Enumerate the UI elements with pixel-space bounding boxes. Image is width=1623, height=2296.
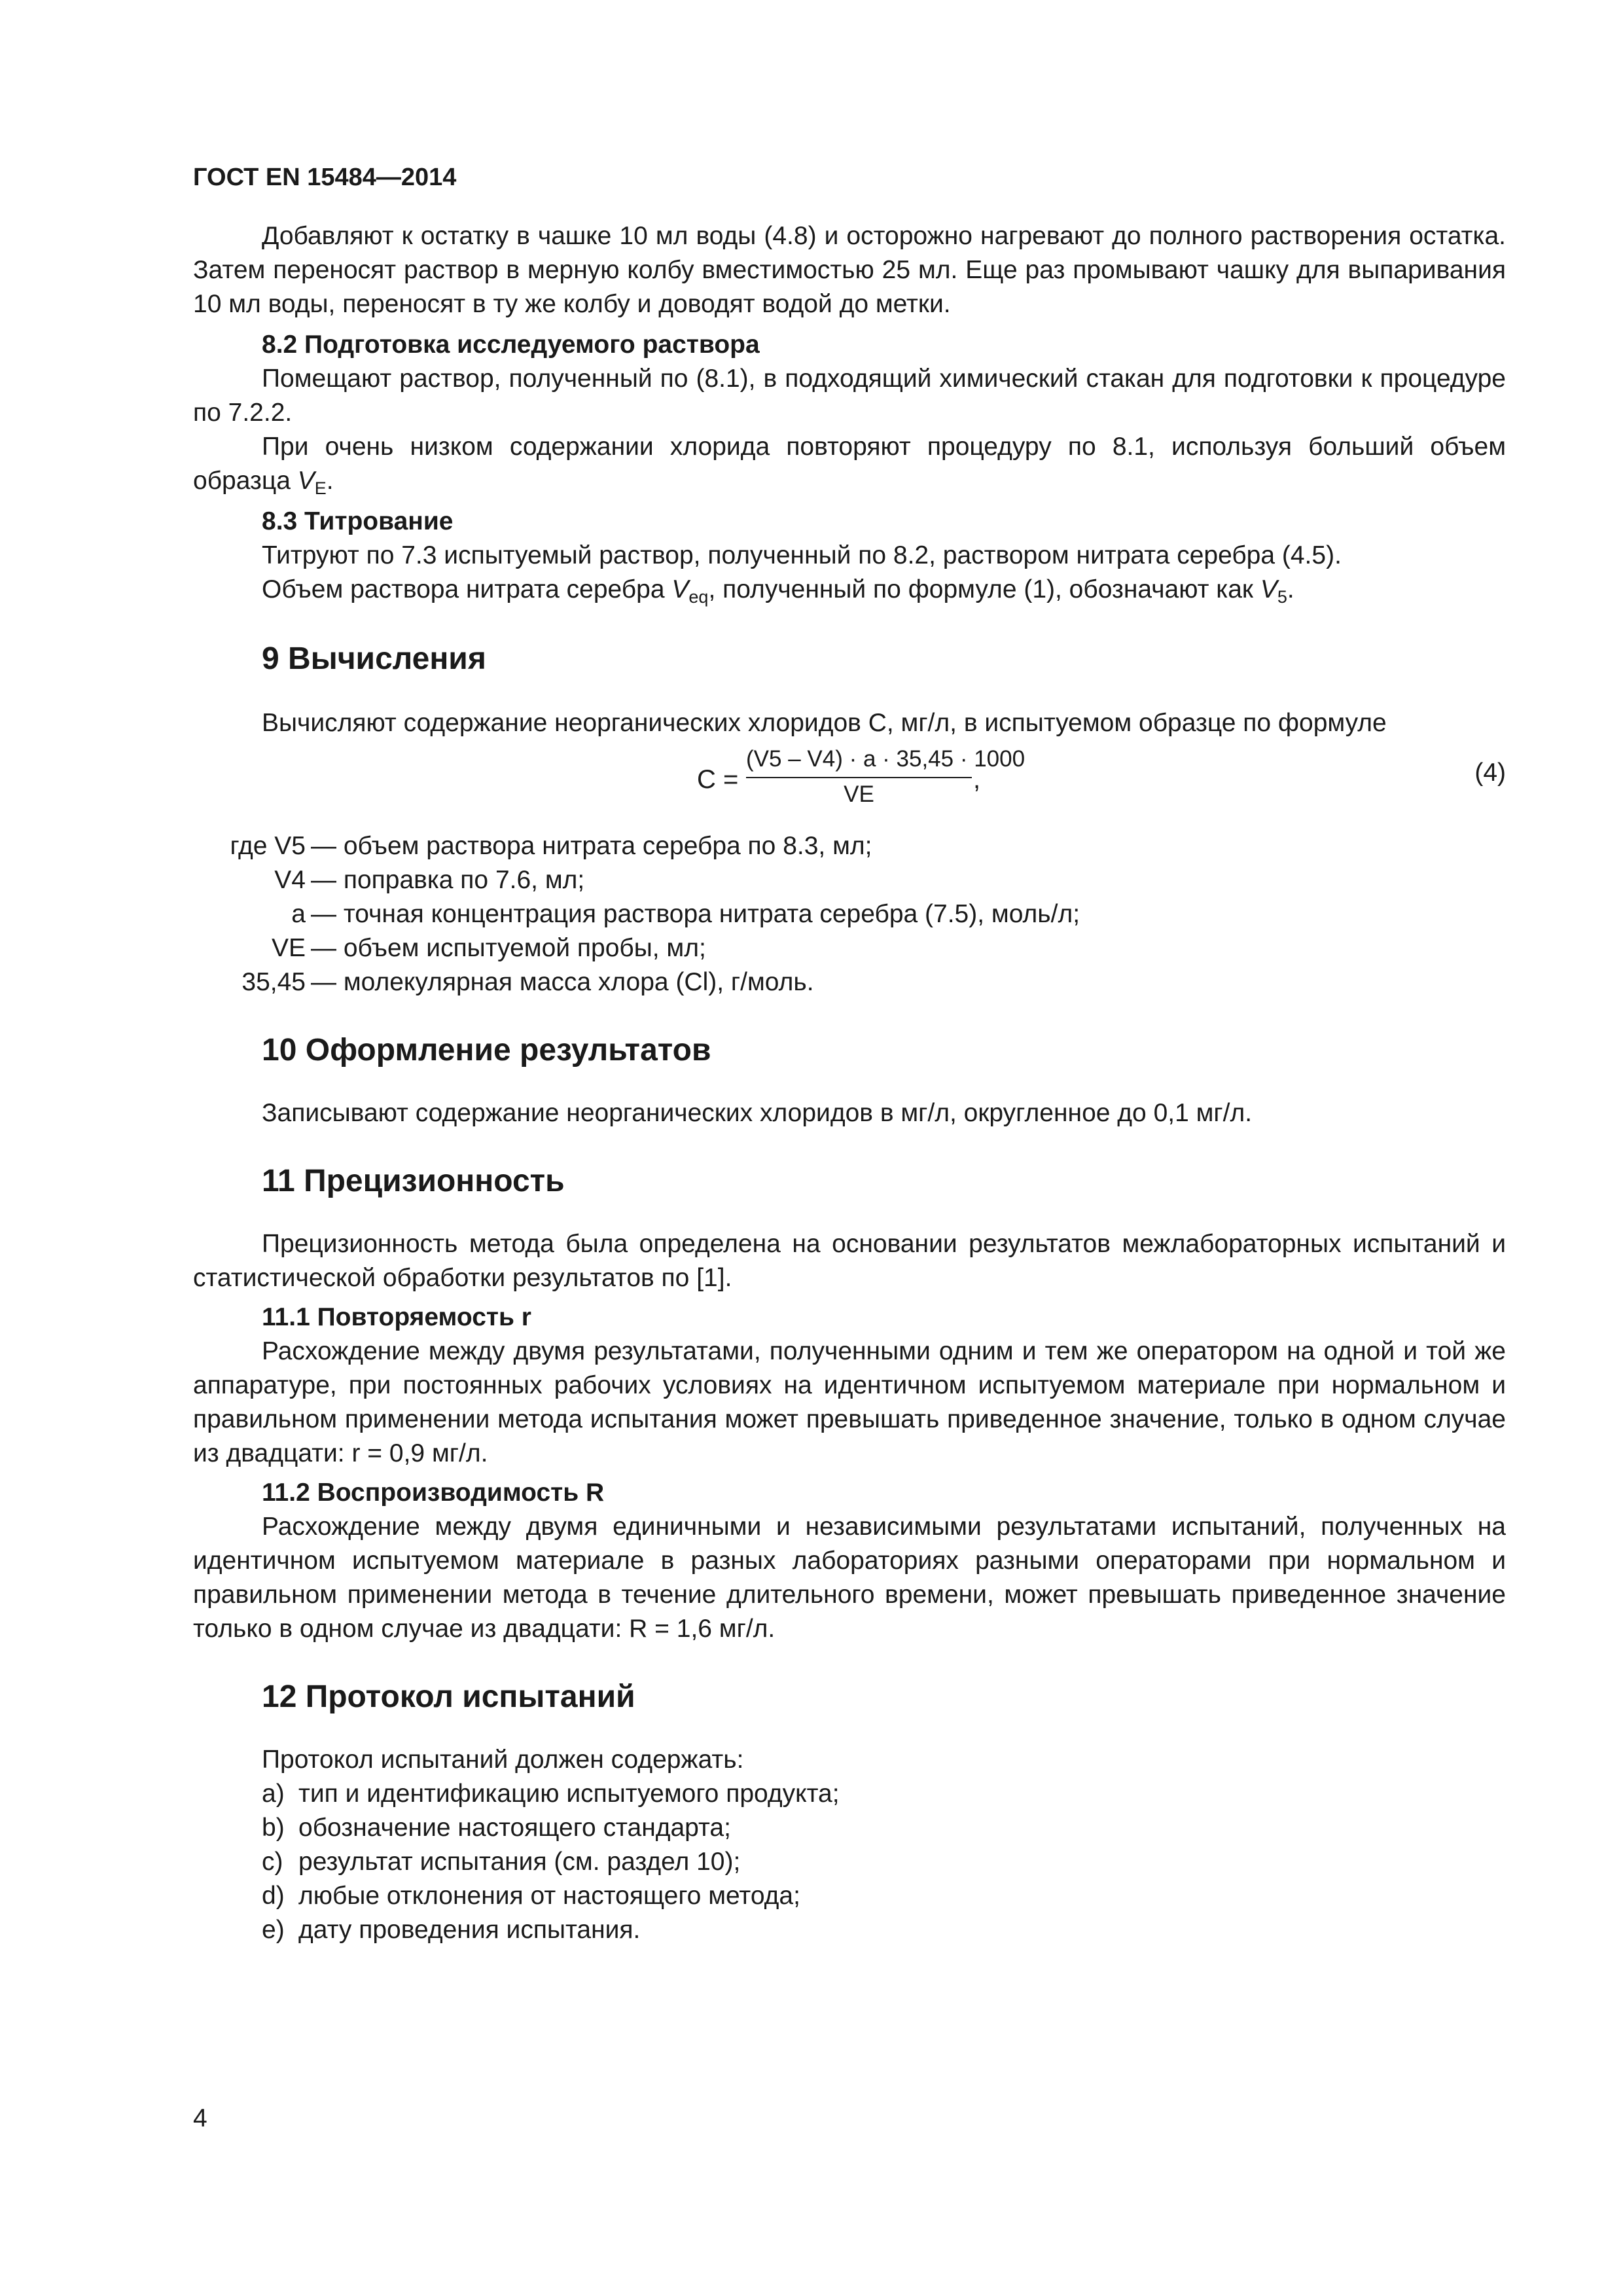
document-header: ГОСТ EN 15484—2014 <box>193 164 457 191</box>
definition-row <box>193 931 1506 965</box>
list-text: результат испытания (см. раздел 10); <box>298 1848 741 1876</box>
def-symbol: VE <box>271 934 306 962</box>
formula-fraction <box>746 743 1026 811</box>
def-symbol: a <box>291 900 306 928</box>
formula-denominator: VE <box>844 781 874 807</box>
def-text: — поправка по 7.6, мл; <box>311 866 585 894</box>
list-marker: c) <box>262 1848 283 1876</box>
page-content <box>193 219 1506 1947</box>
list-text: обозначение настоящего стандарта; <box>298 1814 731 1842</box>
list-text: дату проведения испытания. <box>298 1916 641 1944</box>
definition-row <box>193 829 1506 863</box>
formula-definitions <box>193 829 1506 999</box>
list-item <box>193 1913 1506 1947</box>
formula-4 <box>193 743 1506 824</box>
formula-lhs: C = <box>697 765 739 794</box>
para-end: . <box>326 467 334 495</box>
variable: V <box>297 467 315 495</box>
section-11-1-text: Расхождение между двумя результатами, полученными одним и тем же оператором на одной и той же аппаратуре, при постоянных рабочих условиях на идентичном испытуемом материале при нормальном и правильном применении метода испытания может превышать приведенное значение, только в одном случае из двадцати: r = 0,9 мг/л. <box>193 1337 1506 1467</box>
para-text: При очень низком содержании хлорида повторяют процедуру по 8.1, используя больший объем образца <box>193 433 1506 495</box>
subscript: E <box>314 478 327 498</box>
section-8-3-para-2 <box>193 573 1506 607</box>
subscript: eq <box>688 587 709 607</box>
def-symbol: 35,45 <box>241 968 306 996</box>
definition-row <box>193 897 1506 931</box>
list-marker: b) <box>262 1814 285 1842</box>
def-symbol: где V5 <box>230 832 306 860</box>
variable: V <box>671 575 689 603</box>
def-text: — объем раствора нитрата серебра по 8.3, мл; <box>311 832 872 860</box>
variable: V <box>1260 575 1277 603</box>
list-item <box>193 1879 1506 1913</box>
list-item <box>193 1811 1506 1845</box>
para-text: Объем раствора нитрата серебра <box>262 575 665 603</box>
section-11-title: 11 Прецизионность <box>262 1164 565 1198</box>
list-text: любые отклонения от настоящего метода; <box>298 1882 800 1910</box>
section-12-intro: Протокол испытаний должен содержать: <box>262 1746 744 1774</box>
formula-number: (4) <box>1474 759 1506 787</box>
section-11-para-1: Прецизионность метода была определена на основании результатов межлабораторных испытаний и статистической обработки результатов по [1]. <box>193 1230 1506 1292</box>
list-marker: e) <box>262 1916 285 1944</box>
para-end: . <box>1287 575 1294 603</box>
section-9-title: 9 Вычисления <box>262 641 486 676</box>
section-9-para-1: Вычисляют содержание неорганических хлоридов C, мг/л, в испытуемом образце по формуле <box>262 709 1387 737</box>
list-text: тип и идентификацию испытуемого продукта; <box>298 1780 840 1808</box>
intro-paragraph: Добавляют к остатку в чашке 10 мл воды (4.8) и осторожно нагревают до полного растворения остатка. Затем переносят раствор в мерную колбу вместимостью 25 мл. Еще раз промывают чашку для выпаривания 10 мл воды, переносят в ту же колбу и доводят водой до метки. <box>193 222 1506 318</box>
para-text: , полученный по формуле (1), обозначают как <box>708 575 1253 603</box>
definition-row <box>193 965 1506 999</box>
def-text: — объем испытуемой пробы, мл; <box>311 934 706 962</box>
def-text: — точная концентрация раствора нитрата серебра (7.5), моль/л; <box>311 900 1080 928</box>
section-8-2-title: 8.2 Подготовка исследуемого раствора <box>262 331 760 359</box>
section-8-3-title: 8.3 Титрование <box>262 507 454 535</box>
list-item <box>193 1845 1506 1879</box>
section-11-2-text: Расхождение между двумя единичными и независимыми результатами испытаний, полученных на идентичном испытуемом материале в разных лабораториях разными операторами при нормальном и правильном применении метода в течение длительного времени, может превышать приведенное значение только в одном случае из двадцати: R = 1,6 мг/л. <box>193 1513 1506 1643</box>
section-8-2-para-2 <box>193 430 1506 498</box>
section-8-2-para-1: Помещают раствор, полученный по (8.1), в подходящий химический стакан для подготовки к процедуре по 7.2.2. <box>193 365 1506 427</box>
protocol-list <box>193 1777 1506 1947</box>
section-12-title: 12 Протокол испытаний <box>262 1679 635 1714</box>
list-marker: a) <box>262 1780 285 1808</box>
list-marker: d) <box>262 1882 285 1910</box>
formula-numerator: (V5 – V4) · a · 35,45 · 1000 <box>746 746 1026 772</box>
list-item <box>193 1777 1506 1811</box>
section-8-3-para-1: Титруют по 7.3 испытуемый раствор, полученный по 8.2, раствором нитрата серебра (4.5). <box>262 541 1342 569</box>
page-number: 4 <box>193 2104 207 2132</box>
section-11-1-title: 11.1 Повторяемость r <box>262 1303 531 1331</box>
subscript: 5 <box>1277 587 1287 607</box>
section-10-title: 10 Оформление результатов <box>262 1033 711 1067</box>
definition-row <box>193 863 1506 897</box>
def-text: — молекулярная масса хлора (Cl), г/моль. <box>311 968 814 996</box>
section-11-2-title: 11.2 Воспроизводимость R <box>262 1479 605 1507</box>
def-symbol: V4 <box>274 866 306 894</box>
section-10-para-1: Записывают содержание неорганических хлоридов в мг/л, округленное до 0,1 мг/л. <box>262 1099 1253 1127</box>
formula-comma: , <box>973 765 981 794</box>
